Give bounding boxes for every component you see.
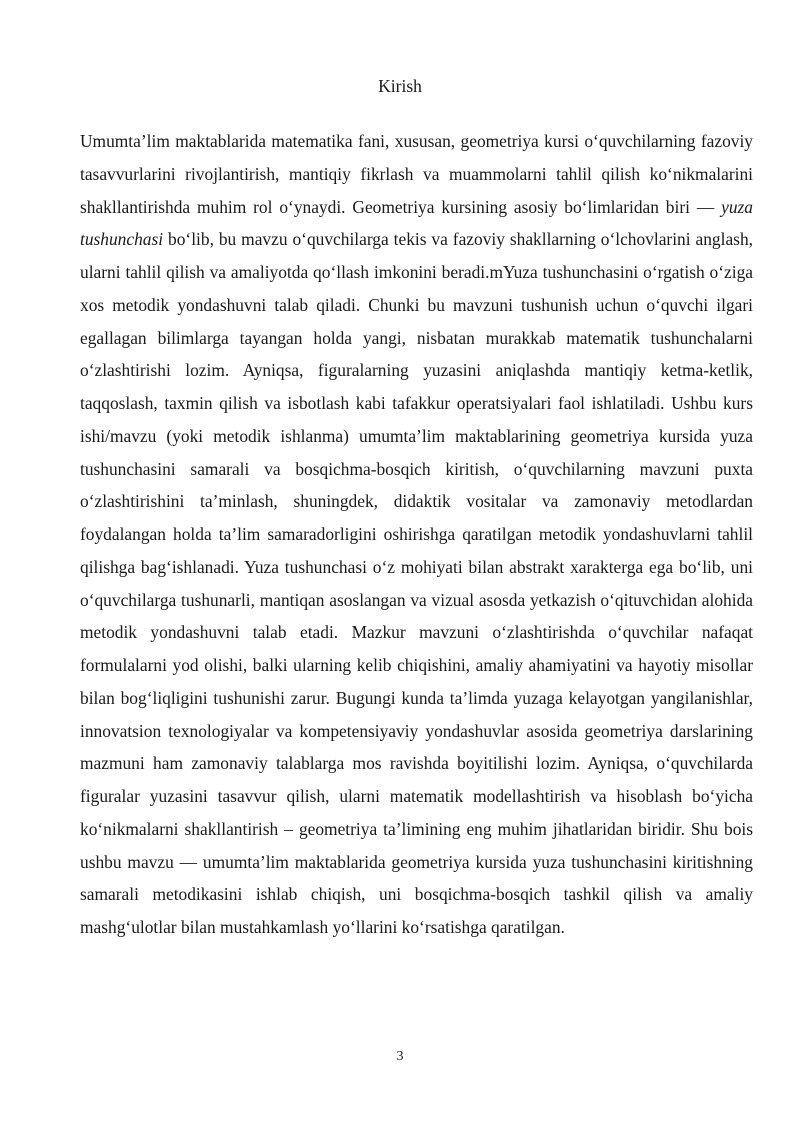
paragraph-text-part-1: Umumta’lim maktablarida matematika fani, xususan, geometriya kursi o‘quvchilarning fazoviy tasavvurlarini rivojlantirish, mantiqiy fikrlash va muammolarni tahlil qilish ko‘nikmalarini shakllantirishda muhim rol o‘ynaydi. Geometriya kursining asosiy bo‘limlaridan biri — — [80, 131, 753, 217]
page-number: 3 — [396, 1049, 404, 1064]
page-title: Kirish — [378, 76, 422, 96]
body-paragraph — [80, 125, 753, 944]
paragraph-italic-term: yuza tushunchasi — [80, 196, 753, 250]
paragraph-text-part-2: bo‘lib, bu mavzu o‘quvchilarga tekis va fazoviy shakllarning o‘lchovlarini anglash, ularni tahlil qilish va amaliyotda qo‘llash imkonini beradi.mYuza tushunchasini o‘rgatish o‘ziga xos metodik yondashuvni talab qiladi. Chunki bu mavzuni tushunish uchun o‘quvchi ilgari egallagan bilimlarga tayangan holda yangi, nisbatan murakkab matematik tushunchalarni o‘zlashtirishi lozim. Ayniqsa, figuralarning yuzasini aniqlashda mantiqiy ketma-ketlik, taqqoslash, taxmin qilish va isbotlash kabi tafakkur operatsiyalari faol ishlatiladi. Ushbu kurs ishi/mavzu (yoki metodik ishlanma) umumta’lim maktablarining geometriya kursida yuza tushunchasini samarali va bosqichma-bosqich kiritish, o‘quvchilarning mavzuni puxta o‘zlashtirishini ta’minlash, shuningdek, didaktik vositalar va zamonaviy metodlardan foydalangan holda ta’lim samaradorligini oshirishga qaratilgan metodik yondashuvlarni tahlil qilishga bag‘ishlanadi. Yuza tushunchasi o‘z mohiyati bilan abstrakt xarakterga ega bo‘lib, uni o‘quvchilarga tushunarli, mantiqan asoslangan va vizual asosda yetkazish o‘qituvchidan alohida metodik yondashuvni talab etadi. Mazkur mavzuni o‘zlashtirishda o‘quvchilar nafaqat formulalarni yod olishi, balki ularning kelib chiqishini, amaliy ahamiyatini va hayotiy misollar bilan bog‘liqligini tushunishi zarur. Bugungi kunda ta’limda yuzaga kelayotgan yangilanishlar, innovatsion texnologiyalar va kompetensiyaviy yondashuvlar asosida geometriya darslarining mazmuni ham zamonaviy talablarga mos ravishda boyitilishi lozim. Ayniqsa, o‘quvchilarda figuralar yuzasini tasavvur qilish, ularni matematik modellashtirish va hisoblash bo‘yicha ko‘nikmalarni shakllantirish – geometriya ta’limining eng muhim jihatlaridan biridir. Shu bois ushbu mavzu — umumta’lim maktablarida geometriya kursida yuza tushunchasini kiritishning samarali metodikasini ishlab chiqish, uni bosqichma-bosqich tashkil qilish va amaliy mashg‘ulotlar bilan mustahkamlash yo‘llarini ko‘rsatishga qaratilgan. — [80, 229, 753, 937]
